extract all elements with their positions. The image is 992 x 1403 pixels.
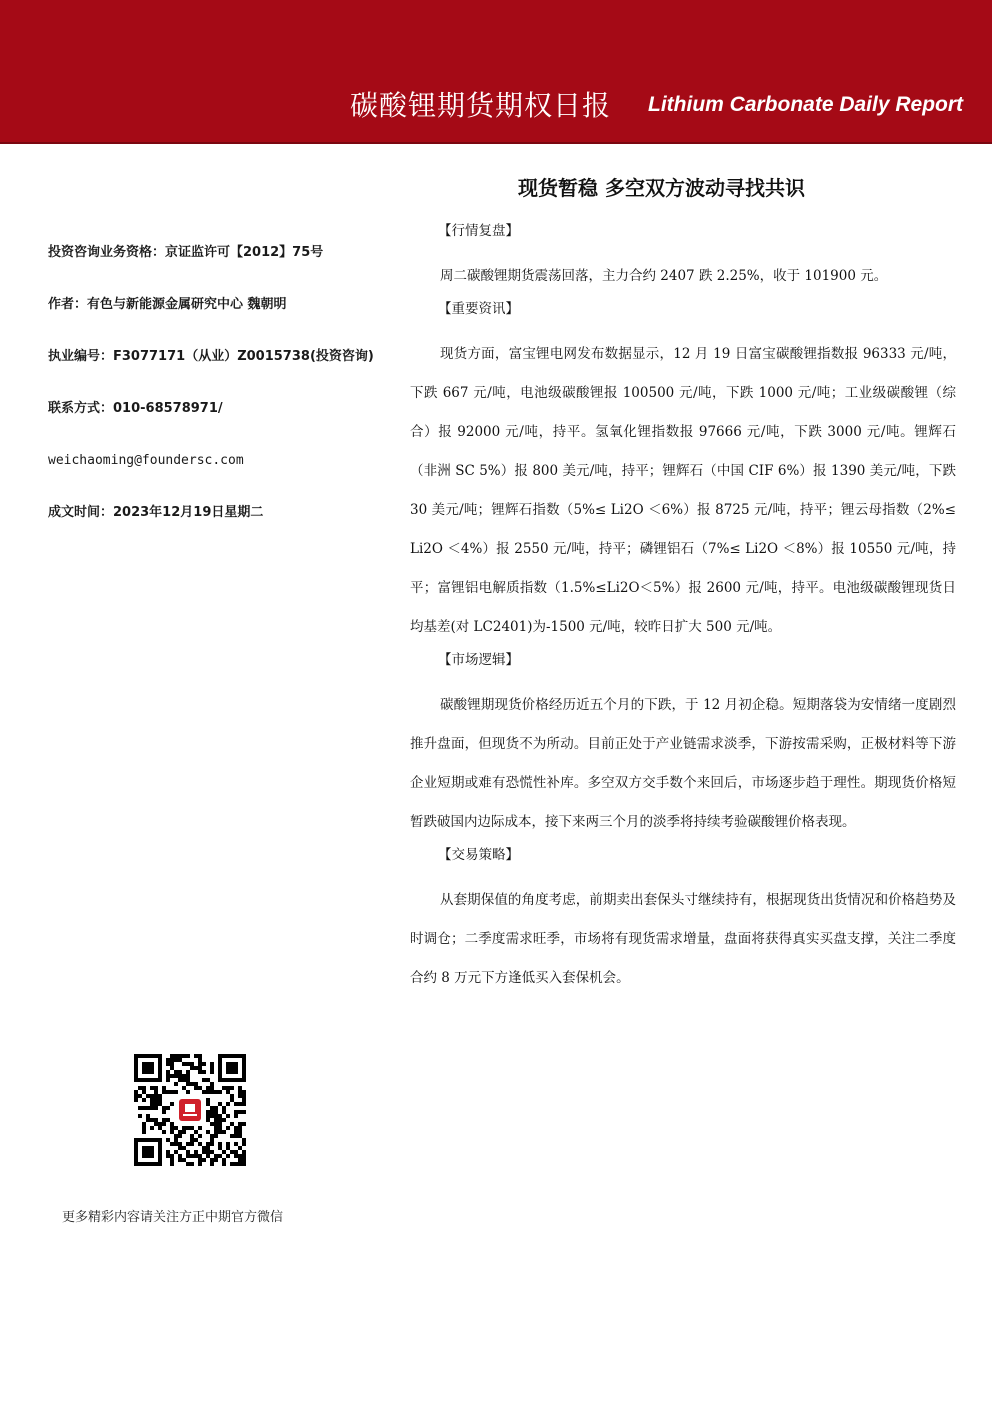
license-line: 执业编号：F3077171（从业）Z0015738(投资咨询) — [48, 349, 374, 364]
qualification-line: 投资咨询业务资格：京证监许可【2012】75号 — [48, 245, 324, 260]
report-title-cn: 碳酸锂期货期权日报 — [350, 89, 612, 122]
section-market-logic — [410, 647, 956, 842]
section-heading: 【交易策略】 — [438, 847, 519, 863]
section-heading: 【行情复盘】 — [438, 223, 519, 239]
author-line: 作者：有色与新能源金属研究中心 魏朝明 — [48, 297, 287, 312]
section-trading-strategy — [410, 842, 956, 998]
section-key-news — [410, 296, 956, 647]
email-line: weichaoming@foundersc.com — [48, 453, 244, 468]
article-title: 现货暂稳 多空双方波动寻找共识 — [518, 176, 805, 200]
section-paragraph: 周二碳酸锂期货震荡回落，主力合约 2407 跌 2.25%，收于 101900 元。 — [440, 268, 888, 284]
author-info-panel — [48, 243, 388, 555]
section-market-review — [410, 218, 956, 296]
section-paragraph: 碳酸锂期现货价格经历近五个月的下跌，于 12 月初企稳。短期落袋为安情绪一度剧烈推升盘面，但现货不为所动。目前正处于产业链需求淡季，下游按需采购，正极材料等下游企业短期或难有恐慌性补库。多空双方交手数个来回后，市场逐步趋于理性。期现货价格短暂跌破国内边际成本，接下来两三个月的淡季将持续考验碳酸锂价格表现。 — [410, 697, 956, 830]
date-line: 成文时间：2023年12月19日星期二 — [48, 505, 264, 520]
section-paragraph: 现货方面，富宝锂电网发布数据显示，12 月 19 日富宝碳酸锂指数报 96333 元/吨，下跌 667 元/吨，电池级碳酸锂报 100500 元/吨，下跌 1000 元/吨；工业级碳酸锂（综合）报 92000 元/吨，持平。氢氧化锂指数报 97666 元/吨，下跌 3000 元/吨。锂辉石（非洲 SC 5%）报 800 美元/吨，持平；锂辉石（中国 CIF 6%）报 1390 美元/吨，下跌 30 美元/吨；锂辉石指数（5%≤ Li2O ＜6%）报 8725 元/吨，持平；锂云母指数（2%≤ Li2O ＜4%）报 2550 元/吨，持平；磷锂铝石（7%≤ Li2O ＜8%）报 10550 元/吨，持平；富锂铝电解质指数（1.5%≤Li2O＜5%）报 2600 元/吨，持平。电池级碳酸锂现货日均基差(对 LC2401)为-1500 元/吨，较昨日扩大 500 元/吨。 — [410, 346, 956, 635]
section-paragraph: 从套期保值的角度考虑，前期卖出套保头寸继续持有，根据现货出货情况和价格趋势及时调仓；二季度需求旺季，市场将有现货需求增量，盘面将获得真实买盘支撑，关注二季度合约 8 万元下方逢低买入套保机会。 — [410, 892, 956, 986]
section-heading: 【市场逻辑】 — [438, 652, 519, 668]
qr-code-graphic — [134, 1054, 246, 1166]
report-title-en: Lithium Carbonate Daily Report — [648, 93, 964, 116]
wechat-qr-code — [134, 1054, 246, 1166]
qr-caption: 更多精彩内容请关注方正中期官方微信 — [62, 1210, 284, 1225]
contact-line: 联系方式：010-68578971/ — [48, 401, 223, 416]
section-heading: 【重要资讯】 — [438, 301, 519, 317]
report-header-banner — [0, 0, 992, 144]
article-body — [410, 218, 956, 998]
